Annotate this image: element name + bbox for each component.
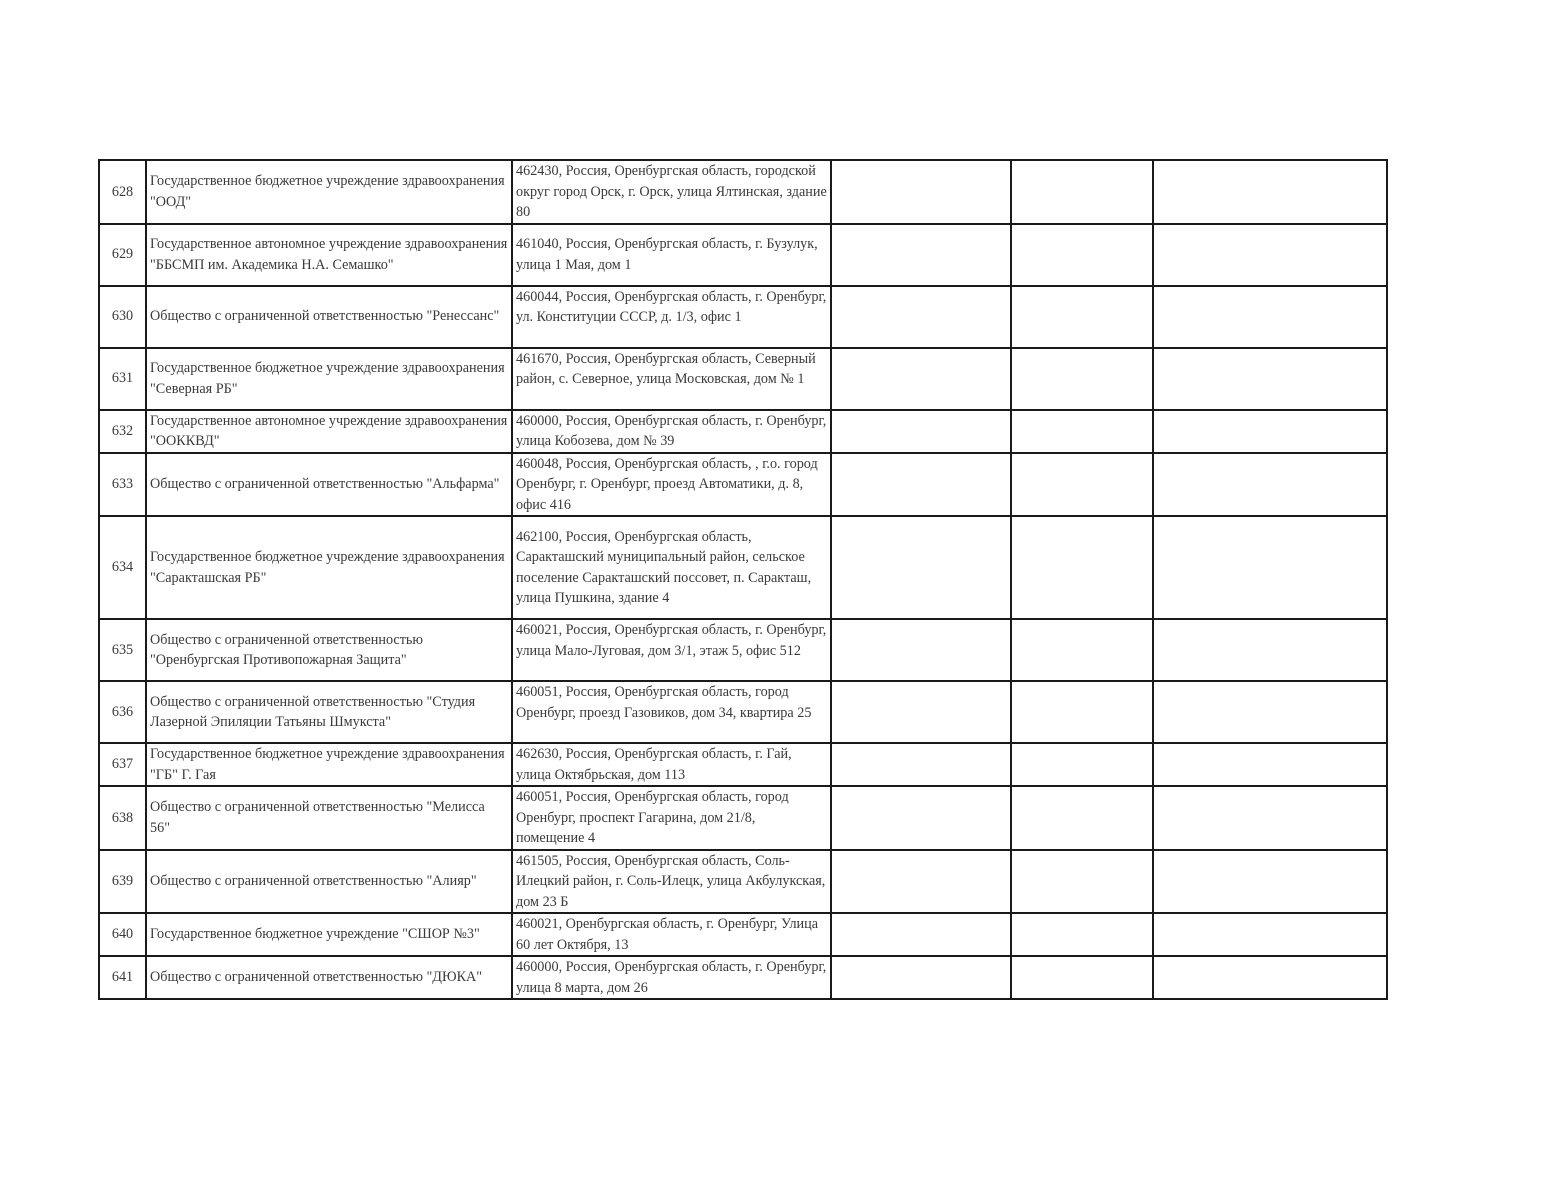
organization-address: 460044, Россия, Оренбургская область, г. Оренбург, ул. Конституции СССР, д. 1/3, офис 1 [512,286,831,348]
empty-cell [831,681,1011,743]
organization-name: Общество с ограниченной ответственностью "Мелисса 56" [146,786,512,850]
empty-cell [1153,410,1387,453]
empty-cell [1153,913,1387,956]
empty-cell [1153,786,1387,850]
organization-name: Государственное автономное учреждение здравоохранения "ББСМП им. Академика Н.А. Семашко" [146,224,512,286]
row-number: 630 [99,286,146,348]
empty-cell [1011,743,1153,786]
row-number: 632 [99,410,146,453]
organization-address: 461670, Россия, Оренбургская область, Северный район, с. Северное, улица Московская, дом № 1 [512,348,831,410]
empty-cell [1011,619,1153,681]
empty-cell [831,956,1011,999]
organization-address: 462100, Россия, Оренбургская область, Саракташский муниципальный район, сельское поселение Саракташский поссовет, п. Саракташ, улица Пушкина, здание 4 [512,516,831,619]
empty-cell [831,160,1011,224]
row-number: 640 [99,913,146,956]
organization-address: 461505, Россия, Оренбургская область, Соль-Илецкий район, г. Соль-Илецк, улица Акбулукская, дом 23 Б [512,850,831,914]
organization-address: 460021, Оренбургская область, г. Оренбург, Улица 60 лет Октября, 13 [512,913,831,956]
empty-cell [831,410,1011,453]
empty-cell [1011,913,1153,956]
row-number: 633 [99,453,146,517]
row-number: 629 [99,224,146,286]
organization-name: Государственное бюджетное учреждение здравоохранения "ГБ" Г. Гая [146,743,512,786]
organization-name: Общество с ограниченной ответственностью "Студия Лазерной Эпиляции Татьяны Шмукста" [146,681,512,743]
table-row [99,913,1387,956]
table-row [99,224,1387,286]
organization-address: 461040, Россия, Оренбургская область, г. Бузулук, улица 1 Мая, дом 1 [512,224,831,286]
empty-cell [1153,956,1387,999]
empty-cell [1011,453,1153,517]
empty-cell [1153,516,1387,619]
empty-cell [1153,681,1387,743]
row-number: 641 [99,956,146,999]
organization-name: Общество с ограниченной ответственностью "Ренессанс" [146,286,512,348]
organization-name: Государственное бюджетное учреждение здравоохранения "ООД" [146,160,512,224]
empty-cell [1011,160,1153,224]
organization-address: 460000, Россия, Оренбургская область, г. Оренбург, улица Кобозева, дом № 39 [512,410,831,453]
empty-cell [831,619,1011,681]
organization-name: Государственное бюджетное учреждение здравоохранения "Саракташская РБ" [146,516,512,619]
organization-address: 460021, Россия, Оренбургская область, г. Оренбург, улица Мало-Луговая, дом 3/1, этаж 5, офис 512 [512,619,831,681]
empty-cell [831,516,1011,619]
empty-cell [831,786,1011,850]
empty-cell [1011,516,1153,619]
empty-cell [1011,850,1153,914]
empty-cell [1011,224,1153,286]
table-row [99,681,1387,743]
table-row [99,850,1387,914]
empty-cell [831,913,1011,956]
empty-cell [831,453,1011,517]
empty-cell [1011,956,1153,999]
table-row [99,619,1387,681]
empty-cell [1011,681,1153,743]
empty-cell [831,743,1011,786]
organization-address: 462430, Россия, Оренбургская область, городской округ город Орск, г. Орск, улица Ялтинская, здание 80 [512,160,831,224]
empty-cell [831,224,1011,286]
table-row [99,348,1387,410]
organization-name: Государственное бюджетное учреждение "СШОР №3" [146,913,512,956]
empty-cell [1153,160,1387,224]
row-number: 638 [99,786,146,850]
table-row [99,743,1387,786]
table-row [99,453,1387,517]
table-row [99,160,1387,224]
empty-cell [1153,850,1387,914]
row-number: 631 [99,348,146,410]
row-number: 636 [99,681,146,743]
empty-cell [1153,224,1387,286]
organization-address: 460051, Россия, Оренбургская область, город Оренбург, проспект Гагарина, дом 21/8, помещение 4 [512,786,831,850]
row-number: 634 [99,516,146,619]
organization-address: 460000, Россия, Оренбургская область, г. Оренбург, улица 8 марта, дом 26 [512,956,831,999]
empty-cell [1011,786,1153,850]
organization-name: Общество с ограниченной ответственностью "Оренбургская Противопожарная Защита" [146,619,512,681]
organization-name: Общество с ограниченной ответственностью "ДЮКА" [146,956,512,999]
row-number: 635 [99,619,146,681]
empty-cell [1153,348,1387,410]
table-row [99,786,1387,850]
organization-name: Общество с ограниченной ответственностью "Альфарма" [146,453,512,517]
organization-address: 460048, Россия, Оренбургская область, , г.о. город Оренбург, г. Оренбург, проезд Автоматики, д. 8, офис 416 [512,453,831,517]
organization-address: 462630, Россия, Оренбургская область, г. Гай, улица Октябрьская, дом 113 [512,743,831,786]
row-number: 628 [99,160,146,224]
empty-cell [1153,743,1387,786]
empty-cell [831,850,1011,914]
empty-cell [831,348,1011,410]
organization-address: 460051, Россия, Оренбургская область, город Оренбург, проезд Газовиков, дом 34, квартира 25 [512,681,831,743]
empty-cell [1153,453,1387,517]
empty-cell [1011,286,1153,348]
empty-cell [1153,619,1387,681]
table-row [99,516,1387,619]
organization-name: Государственное автономное учреждение здравоохранения "ООККВД" [146,410,512,453]
organization-name: Общество с ограниченной ответственностью "Алияр" [146,850,512,914]
empty-cell [831,286,1011,348]
empty-cell [1011,410,1153,453]
organization-name: Государственное бюджетное учреждение здравоохранения "Северная РБ" [146,348,512,410]
row-number: 639 [99,850,146,914]
empty-cell [1153,286,1387,348]
empty-cell [1011,348,1153,410]
row-number: 637 [99,743,146,786]
table-row [99,956,1387,999]
table-row [99,410,1387,453]
organizations-table [98,159,1388,1000]
table-row [99,286,1387,348]
